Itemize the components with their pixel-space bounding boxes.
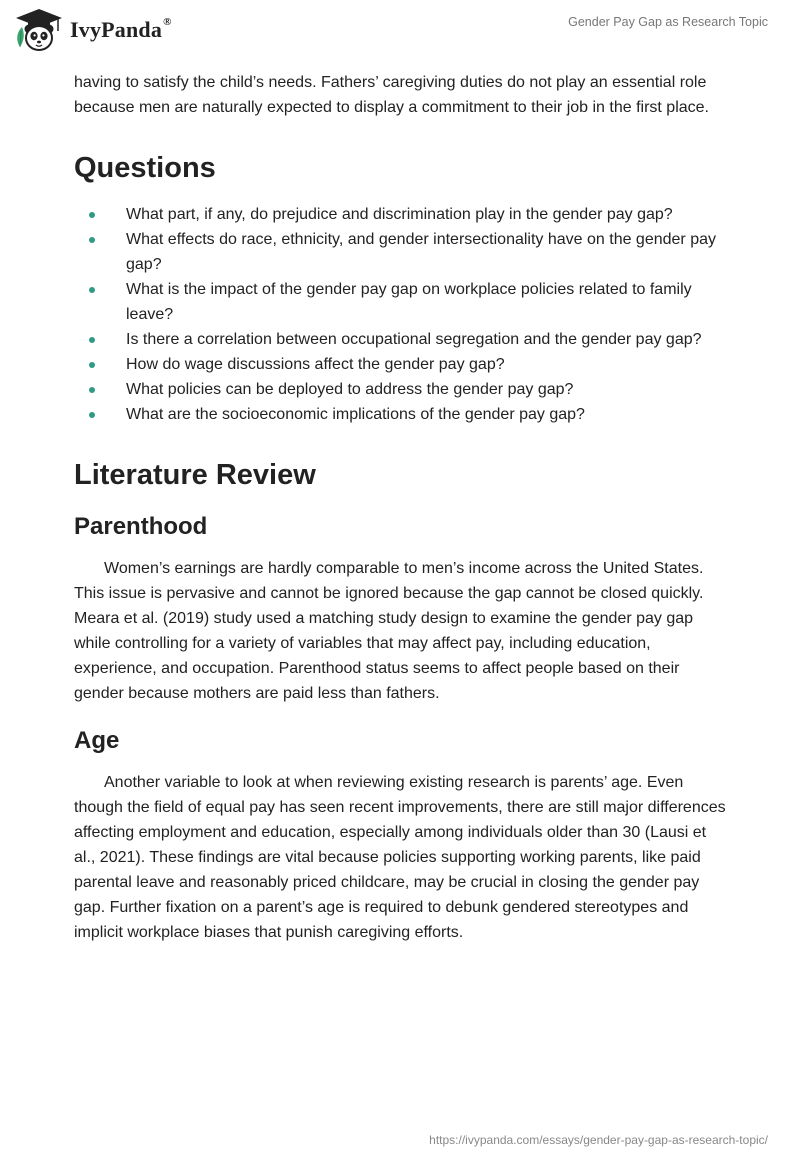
page-header xyxy=(0,0,800,60)
list-item: What part, if any, do prejudice and discrimination play in the gender pay gap? xyxy=(74,202,726,227)
list-item: What policies can be deployed to address the gender pay gap? xyxy=(74,377,726,402)
list-item: What effects do race, ethnicity, and gender intersectionality have on the gender pay gap? xyxy=(74,227,726,277)
document-title: Gender Pay Gap as Research Topic xyxy=(568,15,768,29)
panda-graduate-icon xyxy=(14,7,64,53)
list-item: What is the impact of the gender pay gap on workplace policies related to family leave? xyxy=(74,277,726,327)
parenthood-paragraph: Women’s earnings are hardly comparable to men’s income across the United States. This issue is pervasive and cannot be ignored because the gap cannot be closed quickly. Meara et al. (2019) study used a matching study design to examine the gender pay gap while controlling for a variety of variables that may affect pay, including education, experience, and occupation. Parenthood status seems to affect people based on their gender because mothers are paid less than fathers. xyxy=(74,560,704,702)
bullet-icon xyxy=(89,212,95,218)
bullet-icon xyxy=(89,412,95,418)
list-item: How do wage discussions affect the gender pay gap? xyxy=(74,352,726,377)
parenthood-heading: Parenthood xyxy=(74,513,208,540)
age-paragraph: Another variable to look at when reviewing existing research is parents’ age. Even though the field of equal pay has seen recent improvements, there are still major differences affecting employment and education, especially among individuals older than 30 (Lausi et al., 2021). These findings are vital because policies supporting working parents, like paid parental leave and reasonably priced childcare, may be crucial in closing the gender pay gap. Further fixation on a parent’s age is required to debunk gendered stereotypes and implicit workplace biases that punish caregiving efforts. xyxy=(74,774,726,941)
age-heading: Age xyxy=(74,727,120,754)
list-item: What are the socioeconomic implications of the gender pay gap? xyxy=(74,402,726,427)
bullet-icon xyxy=(89,337,95,343)
source-url-link[interactable]: https://ivypanda.com/essays/gender-pay-gap-as-research-topic/ xyxy=(429,1133,768,1147)
bullet-icon xyxy=(89,362,95,368)
literature-review-heading: Literature Review xyxy=(74,459,316,491)
bullet-icon xyxy=(89,237,95,243)
list-item: Is there a correlation between occupational segregation and the gender pay gap? xyxy=(74,327,726,352)
intro-paragraph: having to satisfy the child’s needs. Fathers’ caregiving duties do not play an essential role because men are naturally expected to display a commitment to their job in the first place. xyxy=(74,74,709,116)
essay-body xyxy=(74,70,726,945)
bullet-icon xyxy=(89,287,95,293)
bullet-icon xyxy=(89,387,95,393)
logo-wordmark: IvyPanda® xyxy=(70,15,172,42)
ivypanda-logo[interactable] xyxy=(14,7,172,53)
questions-heading: Questions xyxy=(74,152,216,184)
questions-list xyxy=(74,202,726,427)
